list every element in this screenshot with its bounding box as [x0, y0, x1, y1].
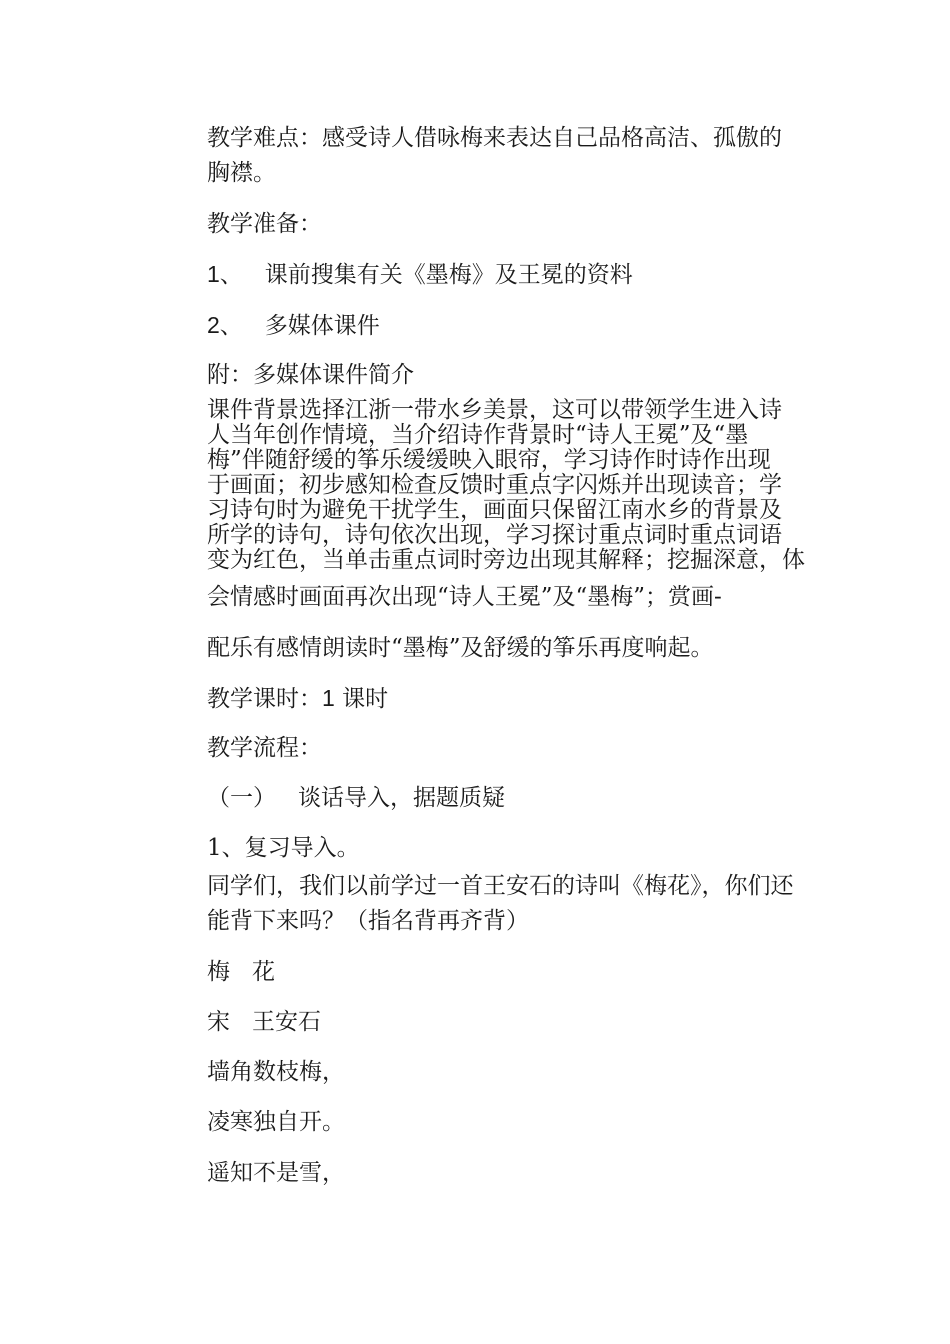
teaching-period-num: 1	[322, 685, 335, 711]
teaching-preparation-heading: 教学准备：	[207, 211, 322, 237]
step-1-review: 1、复习导入。	[207, 835, 360, 861]
poem-title-char-2: 花	[252, 959, 275, 985]
poem-author: 王安石	[252, 1009, 321, 1035]
preparation-item-1-num: 1、	[207, 261, 243, 287]
appendix-paragraph	[207, 398, 807, 573]
teaching-difficulty-line1: 教学难点：感受诗人借咏梅来表达自己品格高洁、孤傲的	[207, 125, 782, 151]
preparation-item-1	[207, 261, 807, 288]
intro-line1: 同学们，我们以前学过一首王安石的诗叫《梅花》，你们还	[207, 873, 794, 899]
appendix-line: 所学的诗句，诗句依次出现，学习探讨重点词时重点词语	[207, 522, 782, 548]
appendix-line: 于画面；初步感知检查反馈时重点字闪烁并出现读音；学	[207, 472, 782, 498]
poem-line-3: 遥知不是雪，	[207, 1160, 345, 1186]
teaching-period-label: 教学课时：	[207, 686, 322, 712]
appendix-line-last: 配乐有感情朗读时“墨梅”及舒缓的筝乐再度响起。	[207, 635, 714, 661]
poem-line-1: 墙角数枝梅，	[207, 1059, 345, 1085]
appendix-line: 变为红色，当单击重点词时旁边出现其解释；挖掘深意，体	[207, 547, 805, 573]
teaching-process-heading: 教学流程：	[207, 735, 322, 761]
appendix-line-continued: 会情感时画面再次出现“诗人王冕”及“墨梅”；赏画-	[207, 584, 722, 610]
section-1-heading	[207, 785, 807, 811]
appendix-line: 梅”伴随舒缓的筝乐缓缓映入眼帘，学习诗作时诗作出现	[207, 447, 771, 473]
poem-title	[207, 959, 807, 985]
section-1-num: （一）	[207, 785, 276, 811]
appendix-line: 课件背景选择江浙一带水乡美景，这可以带领学生进入诗	[207, 397, 782, 423]
poem-dynasty: 宋	[207, 1009, 230, 1035]
preparation-item-2-text: 多媒体课件	[264, 313, 380, 339]
intro-line2: 能背下来吗？（指名背再齐背）	[207, 908, 529, 934]
teaching-period	[207, 685, 807, 712]
poem-title-char-1: 梅	[207, 959, 230, 985]
teaching-difficulty-line2: 胸襟。	[207, 160, 276, 186]
preparation-item-2	[207, 312, 807, 339]
poem-author-line	[207, 1009, 807, 1035]
poem-line-2: 凌寒独自开。	[207, 1109, 345, 1135]
teaching-period-unit: 课时	[342, 686, 389, 712]
appendix-line: 习诗句时为避免干扰学生，画面只保留江南水乡的背景及	[207, 497, 782, 523]
appendix-line: 人当年创作情境，当介绍诗作背景时“诗人王冕”及“墨	[207, 422, 749, 448]
section-1-title: 谈话导入，据题质疑	[298, 785, 505, 811]
preparation-item-1-text: 课前搜集有关《墨梅》及王冕的资料	[264, 262, 633, 288]
preparation-item-2-num: 2、	[207, 312, 243, 338]
appendix-heading: 附：多媒体课件简介	[207, 362, 414, 388]
